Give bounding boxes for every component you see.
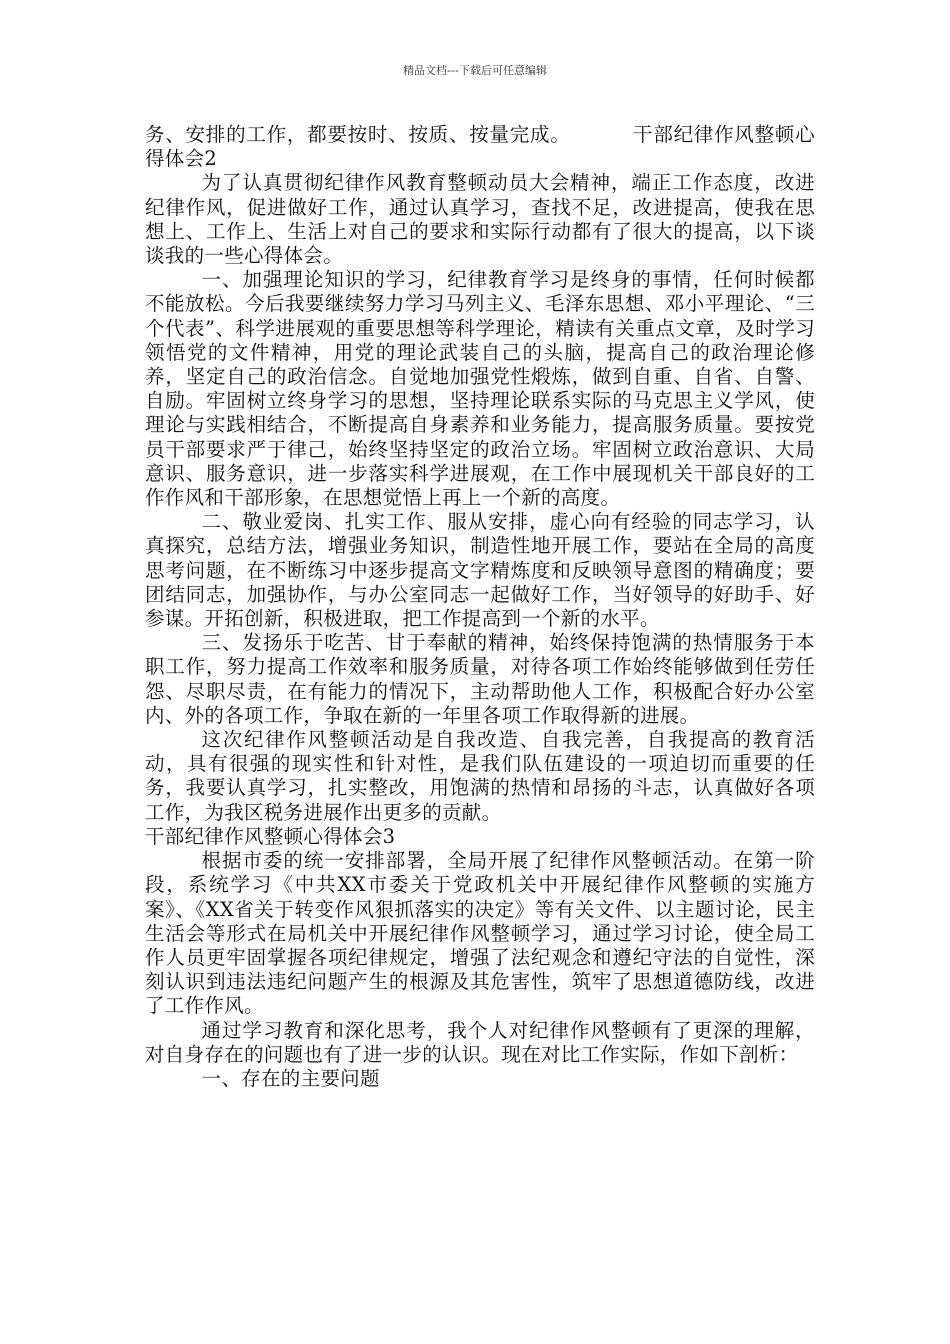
paragraph: 三、发扬乐于吃苦、甘于奉献的精神，始终保持饱满的热情服务于本职工作，努力提高工作效率和服务质量，对待各项工作始终能够做到任劳任怨、尽职尽责，在有能力的情况下，主动帮助他人工作，积极配合好办公室内、外的各项工作，争取在新的一年里各项工作取得新的进展。 [145,631,815,727]
paragraph: 根据市委的统一安排部署，全局开展了纪律作风整顿活动。在第一阶段，系统学习《中共XX市委关于党政机关中开展纪律作风整顿的实施方案》、《XX省关于转变作风狠抓落实的决定》等有关文件、以主题讨论，民主生活会等形式在局机关中开展纪律作风整顿学习，通过学习讨论，使全局工作人员更牢固掌握各项纪律规定，增强了法纪观念和遵纪守法的自觉性，深刻认识到违法违纪问题产生的根源及其危害性，筑牢了思想道德防线，改进了工作作风。 [145,849,815,1018]
paragraph: 一、加强理论知识的学习，纪律教育学习是终身的事情，任何时候都不能放松。今后我要继续努力学习马列主义、毛泽东思想、邓小平理论、“三个代表”、科学进展观的重要思想等科学理论，精读有关重点文章，及时学习领悟党的文件精神，用党的理论武装自己的头脑，提高自己的政治理论修养，坚定自己的政治信念。自觉地加强党性煅炼，做到自重、自省、自警、自励。牢固树立终身学习的思想，坚持理论联系实际的马克思主义学风，使理论与实践相结合，不断提高自身素养和业务能力，提高服务质量。要按党员干部要求严于律己，始终坚持坚定的政治立场。牢固树立政治意识、大局意识、服务意识，进一步落实科学进展观，在工作中展现机关干部良好的工作作风和干部形象，在思想觉悟上再上一个新的高度。 [145,268,815,510]
page-header: 精品文档---下载后可任意编辑 [403,64,547,77]
document-body [145,123,815,1091]
paragraph-text: 务、安排的工作，都要按时、按质、按量完成。 [145,123,571,146]
paragraph: 这次纪律作风整顿活动是自我改造、自我完善，自我提高的教育活动，具有很强的现实性和针对性，是我们队伍建设的一项迫切而重要的任务，我要认真学习，扎实整改，用饱满的热情和昂扬的斗志，认真做好各项工作，为我区税务进展作出更多的贡献。 [145,728,815,824]
section-title-3: 干部纪律作风整顿心得体会3 [145,824,396,848]
paragraph: 通过学习教育和深化思考，我个人对纪律作风整顿有了更深的理解，对自身存在的问题也有了进一步的认识。现在对比工作实际，作如下剖析： [145,1018,815,1066]
paragraph: 为了认真贯彻纪律作风教育整顿动员大会精神，端正工作态度，改进纪律作风，促进做好工作，通过认真学习，查找不足，改进提高，使我在思想上、工作上、生活上对自己的要求和实际行动都有了很大的提高，以下谈谈我的一些心得体会。 [145,171,815,268]
subsection-heading: 一、存在的主要问题 [201,1066,380,1090]
paragraph-opening [145,123,815,171]
paragraph: 二、敬业爱岗、扎实工作、服从安排，虚心向有经验的同志学习，认真探究，总结方法，增强业务知识，制造性地开展工作，要站在全局的高度思考问题，在不断练习中逐步提高文字精炼度和反映领导意图的精确度；要团结同志，加强协作，与办公室同志一起做好工作，当好领导的好助手、好参谋。开拓创新，积极进取，把工作提高到一个新的水平。 [145,510,815,631]
section-title-2: 干部纪律作风整顿心得体会2 [145,123,815,171]
